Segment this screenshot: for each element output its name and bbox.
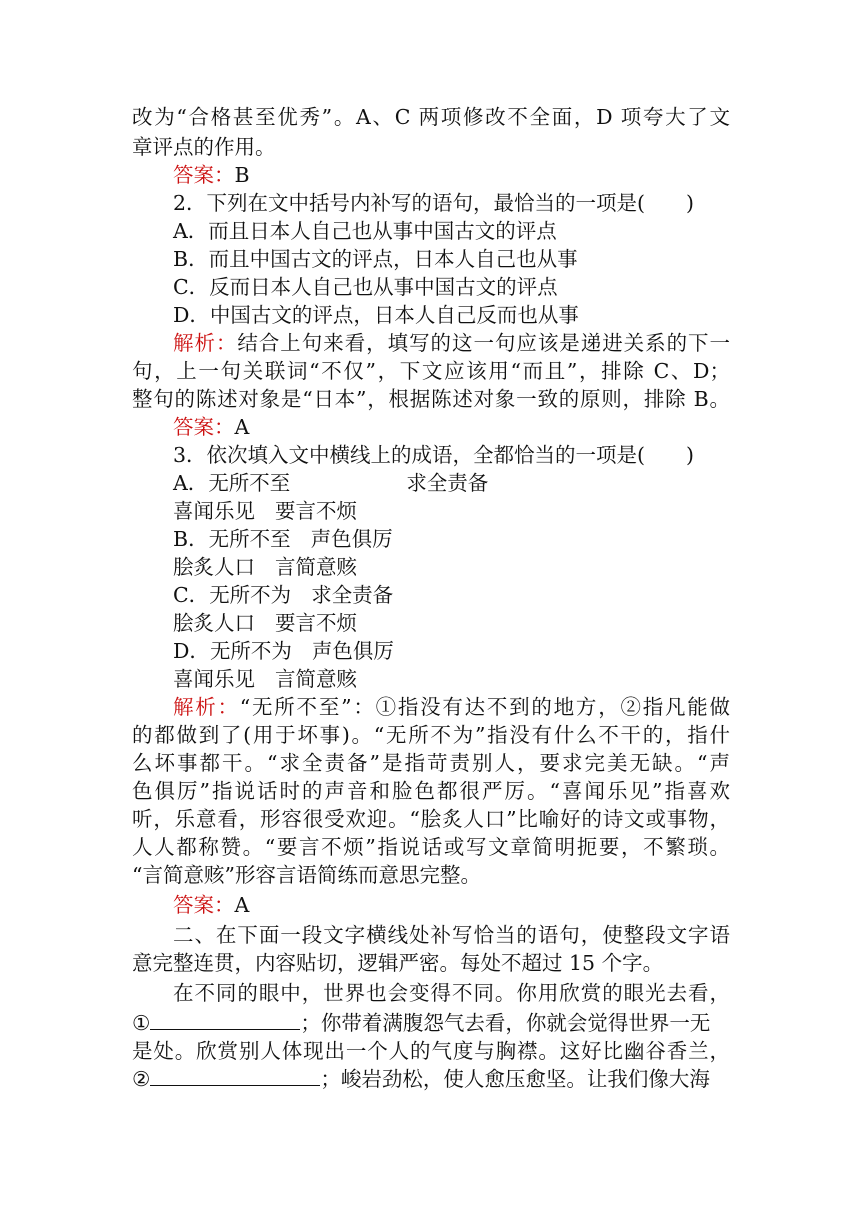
blank-1[interactable] (150, 1009, 300, 1030)
answer-value: B (234, 163, 250, 187)
q3-option-c-cont: 脍炙人口 要言不烦 (173, 611, 357, 635)
answer-value: A (234, 893, 250, 917)
q2-analysis-line: 句，上一句关联词“不仅”，下文应该用“而且”，排除 C、D； (132, 359, 730, 383)
q3-analysis-line: 色俱厉”指说话时的声音和脸色都很严厉。“喜闻乐见”指喜欢 (132, 779, 730, 803)
q3-analysis-line: 么坏事都干。“求全责备”是指苛责别人，要求完美无缺。“声 (132, 751, 730, 775)
section2-stem: 意完整连贯，内容贴切，逻辑严密。每处不超过 15 个字。 (132, 951, 664, 975)
answer-label: 答案： (173, 415, 235, 439)
q2-analysis-line: 整句的陈述对象是“日本”，根据陈述对象一致的原则，排除 B。 (132, 387, 730, 411)
passage-line: 是处。欣赏别人体现出一个人的气度与胸襟。这好比幽谷香兰， (132, 1039, 730, 1063)
q3-option-a: A．无所不至 求全责备 (173, 471, 489, 495)
q2-option-d: D．中国古文的评点，日本人自己反而也从事 (173, 303, 579, 327)
blank-2[interactable] (150, 1065, 320, 1086)
q2-stem: 2．下列在文中括号内补写的语句，最恰当的一项是( ) (173, 191, 695, 215)
text-line: 章评点的作用。 (132, 135, 276, 159)
section2-stem: 二、在下面一段文字横线处补写恰当的语句，使整段文字语 (173, 923, 730, 947)
q1-answer (173, 161, 730, 189)
q3-stem: 3．依次填入文中横线上的成语，全都恰当的一项是( ) (173, 443, 695, 467)
analysis-label: 解析： (173, 331, 238, 355)
q3-option-c: C．无所不为 求全责备 (173, 583, 394, 607)
q3-option-d: D．无所不为 声色俱厉 (173, 639, 394, 663)
q2-option-a: A．而且日本人自己也从事中国古文的评点 (173, 219, 557, 243)
passage-line: 在不同的眼中，世界也会变得不同。你用欣赏的眼光去看， (173, 981, 730, 1005)
q3-answer (173, 891, 730, 919)
answer-label: 答案： (173, 893, 235, 917)
q3-option-b: B．无所不至 声色俱厉 (173, 527, 393, 551)
q2-answer (173, 413, 730, 441)
q2-option-b: B．而且中国古文的评点，日本人自己也从事 (173, 247, 578, 271)
passage-line-blank-1: ① ；你带着满腹怨气去看，你就会觉得世界一无 (132, 1011, 711, 1035)
q3-option-b-cont: 脍炙人口 言简意赅 (173, 555, 357, 579)
q2-option-c: C．反而日本人自己也从事中国古文的评点 (173, 275, 558, 299)
answer-value: A (234, 415, 250, 439)
analysis-label: 解析： (173, 695, 240, 719)
answer-label: 答案： (173, 163, 235, 187)
text-line: 改为“合格甚至优秀”。A、C 两项修改不全面，D 项夸大了文 (132, 105, 730, 129)
q3-option-d-cont: 喜闻乐见 言简意赅 (173, 667, 357, 691)
passage-line-blank-2: ② ；峻岩劲松，使人愈压愈坚。让我们像大海 (132, 1067, 710, 1091)
q3-option-a-cont: 喜闻乐见 要言不烦 (173, 499, 357, 523)
q3-analysis-line: 听，乐意看，形容很受欢迎。“脍炙人口”比喻好的诗文或事物， (132, 807, 730, 831)
q3-analysis-line: 人人都称赞。“要言不烦”指说话或写文章简明扼要，不繁琐。 (132, 835, 730, 859)
q3-analysis-line: “言简意赅”形容言语简练而意思完整。 (132, 863, 481, 887)
q3-analysis-line: 的都做到了(用于坏事)。“无所不为”指没有什么不干的，指什 (132, 723, 730, 747)
q2-analysis-line: 解析：结合上句来看，填写的这一句应该是递进关系的下一 (173, 331, 731, 355)
q3-analysis-line: 解析：“无所不至”：①指没有达不到的地方，②指凡能做 (173, 695, 731, 719)
